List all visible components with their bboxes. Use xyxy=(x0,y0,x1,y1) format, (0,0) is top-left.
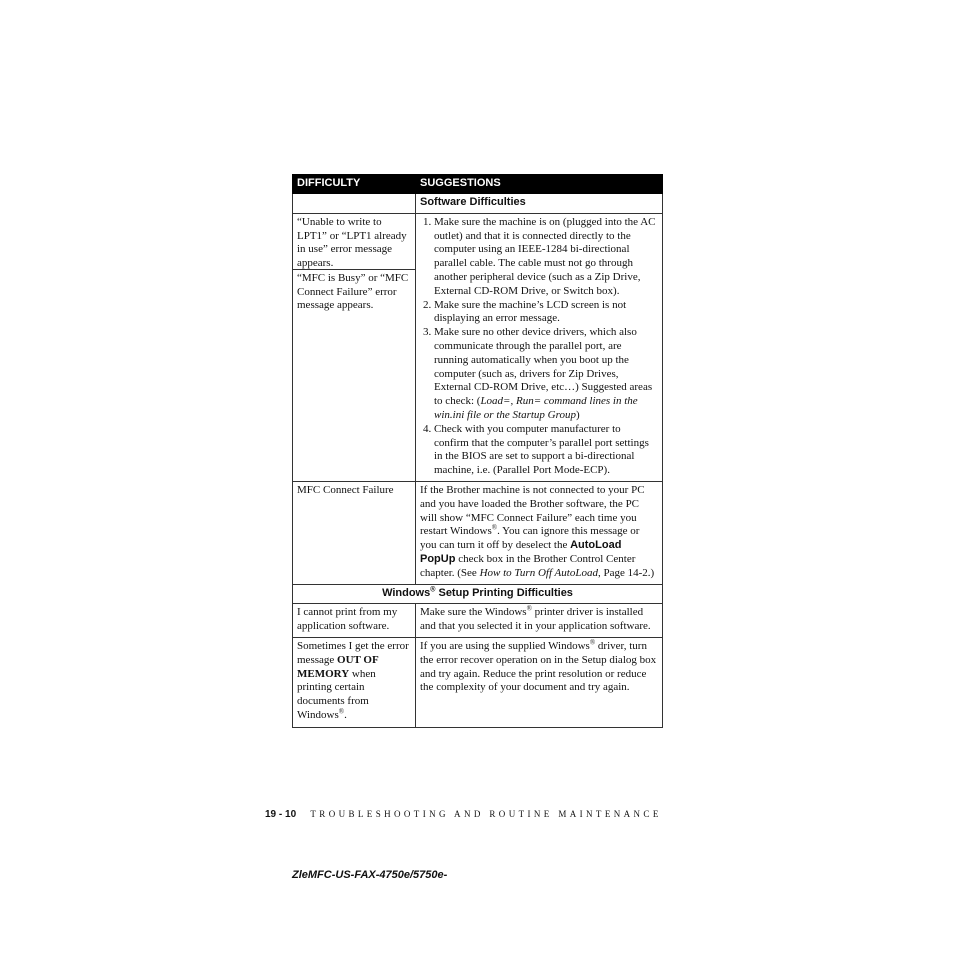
troubleshooting-table xyxy=(292,174,663,728)
text-part: Make sure the Windows xyxy=(420,606,527,619)
cross-reference: How to Turn Off AutoLoad xyxy=(479,566,598,579)
registered-mark: ® xyxy=(491,523,498,532)
step-1: 1. Make sure the machine is on (plugged into the AC outlet) and that it is connected directly to the computer using an IEEE-1284 bi-directional parallel cable. The cable must not go through another peripheral device (such as a Zip Drive, External CD-ROM Drive, or Switch box). xyxy=(434,216,658,299)
step-4: 4. Check with you computer manufacturer to confirm that the computer’s parallel port settings in the BIOS are set to support a bi-directional machine, i.e. (Parallel Port Mode-ECP). xyxy=(434,423,658,478)
step-3-italic: Load=, Run= command lines in the win.ini file or the Startup Group xyxy=(434,395,638,421)
section-title-software: Software Difficulties xyxy=(416,194,663,214)
table-row xyxy=(293,604,663,638)
difficulty-cell xyxy=(293,213,416,481)
registered-mark: ® xyxy=(430,585,436,593)
text-part: driver, turn the error recover operation on in the Setup dialog box and try again. Reduce the print resolution or reduce the complexity of your document and try again. xyxy=(420,639,657,694)
step-3-close: ) xyxy=(576,408,580,421)
suggestion-out-of-memory xyxy=(416,637,663,727)
step-3-open: ( xyxy=(476,395,481,408)
header-suggestions: SUGGESTIONS xyxy=(416,175,663,194)
suggestion-cannot-print xyxy=(416,604,663,638)
text-part: printer driver is installed and that you selected it in your application software. xyxy=(420,606,651,633)
text-part: . xyxy=(344,708,347,721)
text-part: . You can ignore this message or you can turn it off by deselect the xyxy=(420,525,640,552)
text-part: , Page 14-2.) xyxy=(597,566,655,579)
difficulty-cannot-print: I cannot print from my application software. xyxy=(293,604,416,638)
difficulty-out-of-memory xyxy=(293,637,416,727)
step-3-text: Make sure no other device drivers, which also communicate through the parallel port, are running automatically when you boot up the computer (such as, drivers for Zip Drives, External CD-ROM Drive, etc…) Suggested areas to check: xyxy=(434,326,653,408)
table-header-row xyxy=(293,175,663,194)
step-3 xyxy=(434,326,658,423)
table-row xyxy=(293,481,663,584)
page-number: 19 - 10 xyxy=(265,809,297,820)
table-row xyxy=(293,213,663,481)
text-part: Setup Printing Difficulties xyxy=(435,586,573,599)
running-title: TROUBLESHOOTING AND ROUTINE MAINTENANCE xyxy=(310,809,662,819)
text-part: when printing certain documents from Windows xyxy=(297,667,376,721)
registered-mark: ® xyxy=(338,707,345,716)
table-row xyxy=(293,637,663,727)
text-part: check box in the Brother Control Center chapter. (See xyxy=(420,552,636,579)
step-2: 2. Make sure the machine’s LCD screen is not displaying an error message. xyxy=(434,299,658,327)
page-footer xyxy=(265,809,662,820)
difficulty-mfc-connect: MFC Connect Failure xyxy=(293,481,416,584)
registered-mark: ® xyxy=(526,604,532,613)
text-part: Sometimes I get the error message xyxy=(297,639,409,666)
header-difficulty: DIFFICULTY xyxy=(293,175,416,194)
out-of-memory-label: OUT OF MEMORY xyxy=(297,653,379,680)
difficulty-mfc-busy: “MFC is Busy” or “MFC Connect Failure” error message appears. xyxy=(293,269,415,317)
registered-mark: ® xyxy=(589,638,596,647)
text-part: Windows xyxy=(382,586,431,599)
suggestion-mfc-connect xyxy=(416,481,663,584)
suggestion-steps xyxy=(420,216,658,478)
document-code: ZleMFC-US-FAX-4750e/5750e- xyxy=(292,869,448,881)
section-row-windows xyxy=(293,584,663,604)
suggestion-cell xyxy=(416,213,663,481)
section-row-software xyxy=(293,194,663,214)
autoload-popup-label: AutoLoad PopUp xyxy=(420,539,622,565)
text-part: If the Brother machine is not connected to your PC and you have loaded the Brother software, the PC will show “MFC Connect Failure” each time you restart Windows xyxy=(420,483,645,538)
text-part: If you are using the supplied Windows xyxy=(420,639,590,652)
section-title-windows xyxy=(293,584,663,604)
difficulty-lpt1: “Unable to write to LPT1” or “LPT1 already in use” error message appears. xyxy=(297,215,407,270)
